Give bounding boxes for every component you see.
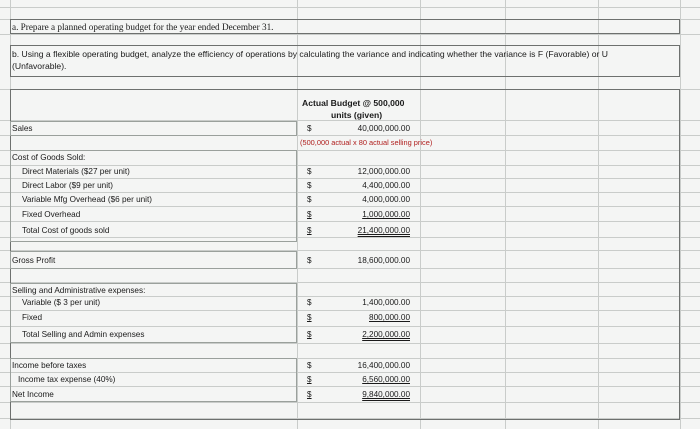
currency-symbol: $ — [307, 124, 312, 133]
sales-calculation-note: (500,000 actual x 80 actual selling price) — [300, 138, 433, 147]
direct-labor-label: Direct Labor ($9 per unit) — [22, 181, 114, 190]
total-cogs-label: Total Cost of goods sold — [22, 226, 110, 235]
sales-value: 40,000,000.00 — [357, 124, 410, 133]
currency-symbol: $ — [307, 210, 312, 219]
fixed-selling-label: Fixed — [22, 313, 43, 322]
variable-overhead-value: 4,000,000.00 — [362, 195, 410, 204]
selling-admin-heading: Selling and Administrative expenses: — [12, 286, 146, 295]
grid-line — [0, 7, 700, 8]
total-selling-admin-value: 2,200,000.00 — [362, 330, 410, 339]
column-header-line2: units (given) — [331, 110, 383, 120]
income-before-taxes-value: 16,400,000.00 — [357, 361, 410, 370]
sales-label-cell — [10, 121, 297, 136]
total-cogs-value: 21,400,000.00 — [357, 226, 410, 235]
currency-symbol: $ — [307, 226, 312, 235]
currency-symbol: $ — [307, 390, 312, 399]
variable-selling-label: Variable ($ 3 per unit) — [22, 298, 101, 307]
sales-label: Sales — [12, 124, 33, 133]
direct-materials-label: Direct Materials ($27 per unit) — [22, 167, 130, 176]
grid-line — [0, 34, 700, 35]
currency-symbol: $ — [307, 313, 312, 322]
variable-overhead-label: Variable Mfg Overhead ($6 per unit) — [22, 195, 153, 204]
grid-line — [680, 0, 681, 429]
income-tax-label: Income tax expense (40%) — [18, 375, 116, 384]
variable-selling-value: 1,400,000.00 — [362, 298, 410, 307]
net-income-label: Net Income — [12, 390, 54, 399]
direct-materials-value: 12,000,000.00 — [357, 167, 410, 176]
currency-symbol: $ — [307, 375, 312, 384]
fixed-overhead-label: Fixed Overhead — [22, 210, 81, 219]
total-selling-admin-label: Total Selling and Admin expenses — [22, 330, 145, 339]
currency-symbol: $ — [307, 256, 312, 265]
gross-profit-value: 18,600,000.00 — [357, 256, 410, 265]
part-a-instruction: a. Prepare a planned operating budget for the year ended December 31. — [12, 22, 274, 32]
cogs-heading: Cost of Goods Sold: — [12, 153, 86, 162]
currency-symbol: $ — [307, 361, 312, 370]
currency-symbol: $ — [307, 195, 312, 204]
direct-labor-value: 4,400,000.00 — [362, 181, 410, 190]
gross-profit-label: Gross Profit — [12, 256, 56, 265]
income-tax-value: 6,560,000.00 — [362, 375, 410, 384]
part-b-instruction-line1: b. Using a flexible operating budget, analyze the efficiency of operations by calculating the variance and indicating whether the variance is F (Favorable) or U — [12, 49, 609, 59]
income-before-taxes-label: Income before taxes — [12, 361, 87, 370]
net-income-value: 9,840,000.00 — [362, 390, 410, 399]
currency-symbol: $ — [307, 167, 312, 176]
currency-symbol: $ — [307, 330, 312, 339]
column-header-line1: Actual Budget @ 500,000 — [302, 98, 405, 108]
currency-symbol: $ — [307, 181, 312, 190]
fixed-selling-value: 800,000.00 — [369, 313, 410, 322]
fixed-overhead-value: 1,000,000.00 — [362, 210, 410, 219]
currency-symbol: $ — [307, 298, 312, 307]
part-b-instruction-line2: (Unfavorable). — [12, 61, 67, 71]
